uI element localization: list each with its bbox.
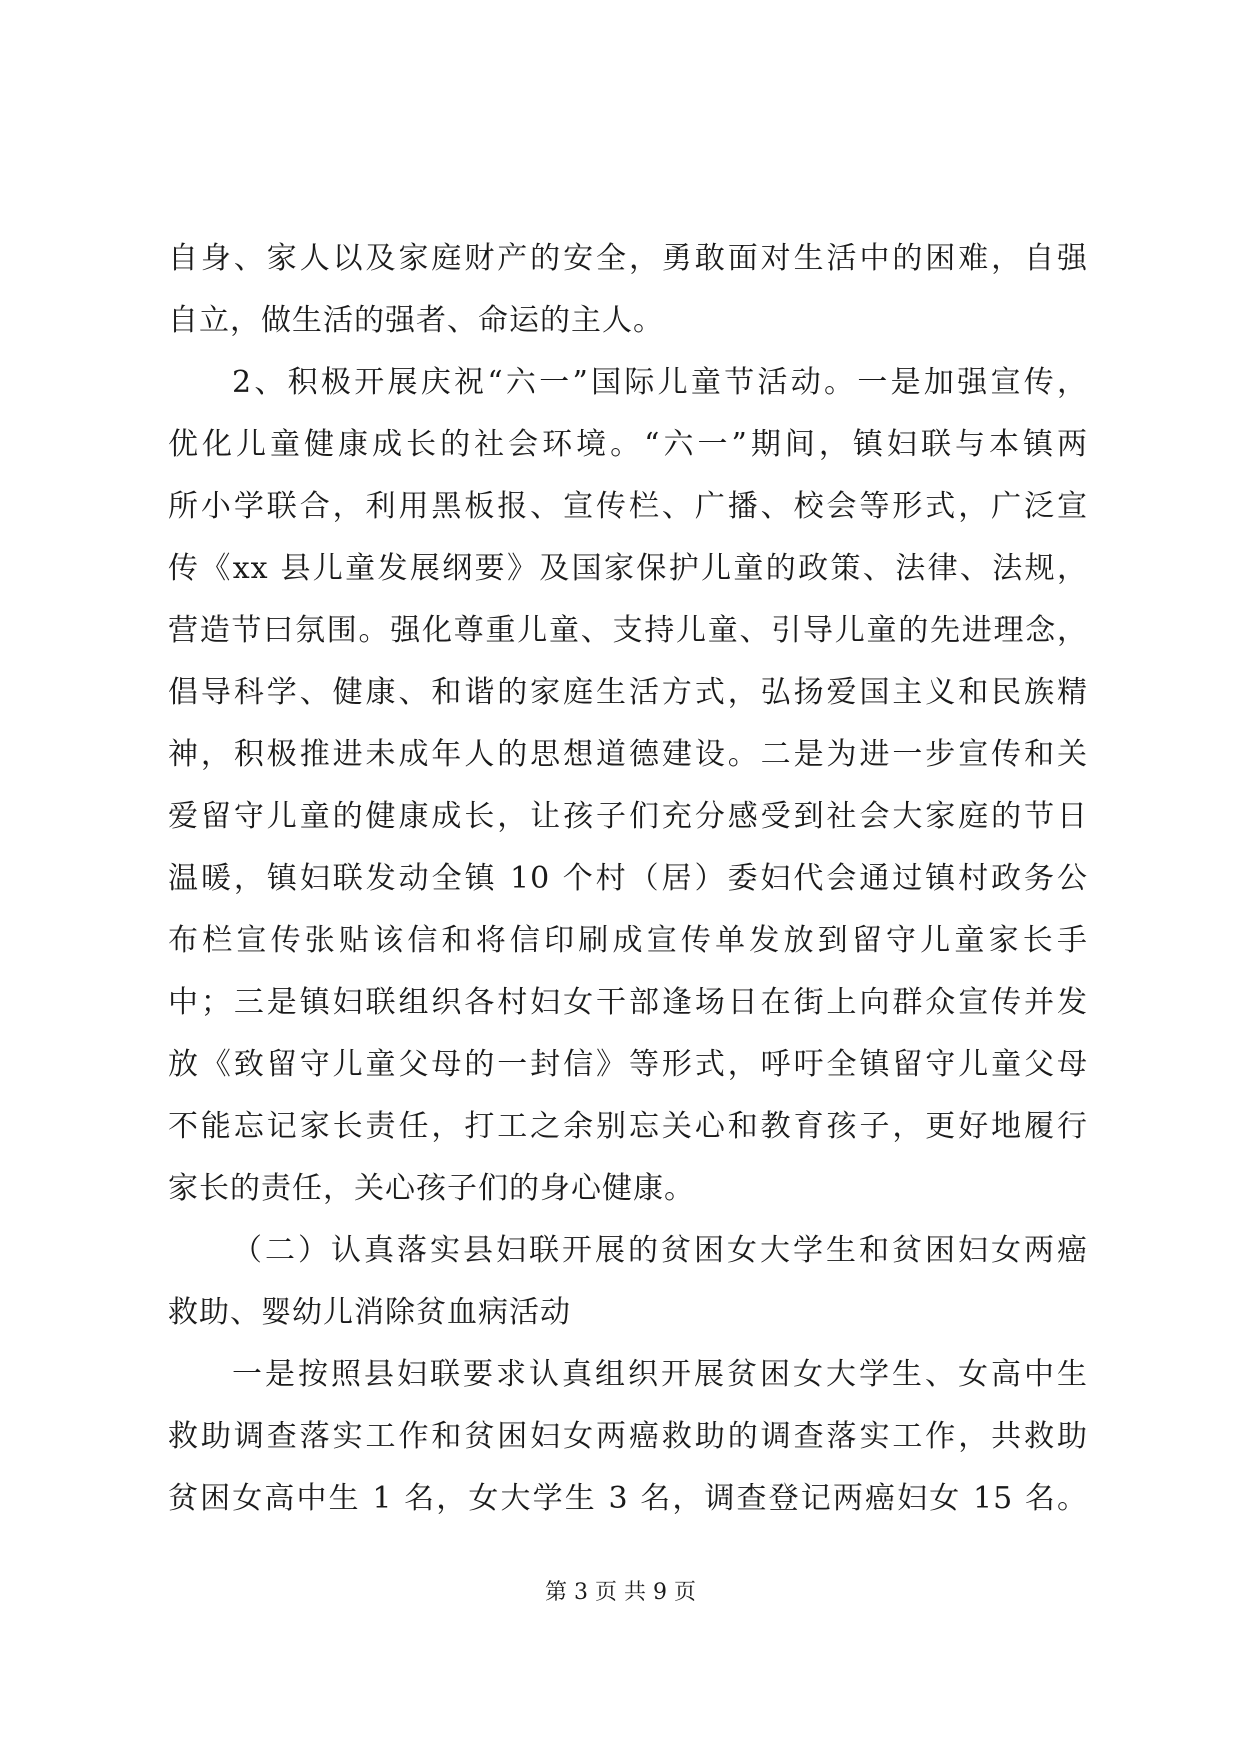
body-text — [168, 228, 1088, 1530]
text-line: 温暖，镇妇联发动全镇 10 个村（居）委妇代会通过镇村政务公 — [168, 861, 1088, 896]
text-line: 2、积极开展庆祝“六一”国际儿童节活动。一是加强宣传， — [232, 365, 1088, 400]
text-line: 营造节曰氛围。强化尊重儿童、支持儿童、引导儿童的先进理念， — [168, 613, 1088, 648]
text-line: 传《xx 县儿童发展纲要》及国家保护儿童的政策、法律、法规， — [168, 551, 1088, 586]
text-line: 优化儿童健康成长的社会环境。“六一”期间，镇妇联与本镇两 — [168, 427, 1088, 462]
text-line: 贫困女高中生 1 名，女大学生 3 名，调查登记两癌妇女 15 名。 — [168, 1481, 1088, 1516]
text-line: 救助、婴幼儿消除贫血病活动 — [168, 1295, 571, 1330]
text-line: 倡导科学、健康、和谐的家庭生活方式，弘扬爱国主义和民族精 — [168, 675, 1088, 710]
text-line: 放《致留守儿童父母的一封信》等形式，呼吁全镇留守儿童父母 — [168, 1047, 1088, 1082]
text-line: 神，积极推进未成年人的思想道德建设。二是为进一步宣传和关 — [168, 737, 1088, 772]
text-line: 布栏宣传张贴该信和将信印刷成宣传单发放到留守儿童家长手 — [168, 923, 1088, 958]
text-line: 所小学联合，利用黑板报、宣传栏、广播、校会等形式，广泛宣 — [168, 489, 1088, 524]
text-line: 中；三是镇妇联组织各村妇女干部逢场日在街上向群众宣传并发 — [168, 985, 1088, 1020]
text-line: 不能忘记家长责任，打工之余别忘关心和教育孩子，更好地履行 — [168, 1109, 1088, 1144]
text-line: （二）认真落实县妇联开展的贫困女大学生和贫困妇女两癌 — [232, 1233, 1088, 1268]
text-line: 自身、家人以及家庭财产的安全，勇敢面对生活中的困难，自强 — [168, 241, 1088, 276]
page-footer: 第 3 页 共 9 页 — [545, 1580, 696, 1605]
text-line: 一是按照县妇联要求认真组织开展贫困女大学生、女高中生 — [232, 1357, 1088, 1392]
text-line: 自立，做生活的强者、命运的主人。 — [168, 303, 664, 338]
text-line: 家长的责任，关心孩子们的身心健康。 — [168, 1171, 695, 1206]
text-line: 爱留守儿童的健康成长，让孩子们充分感受到社会大家庭的节日 — [168, 799, 1088, 834]
text-line: 救助调查落实工作和贫困妇女两癌救助的调查落实工作，共救助 — [168, 1419, 1088, 1454]
